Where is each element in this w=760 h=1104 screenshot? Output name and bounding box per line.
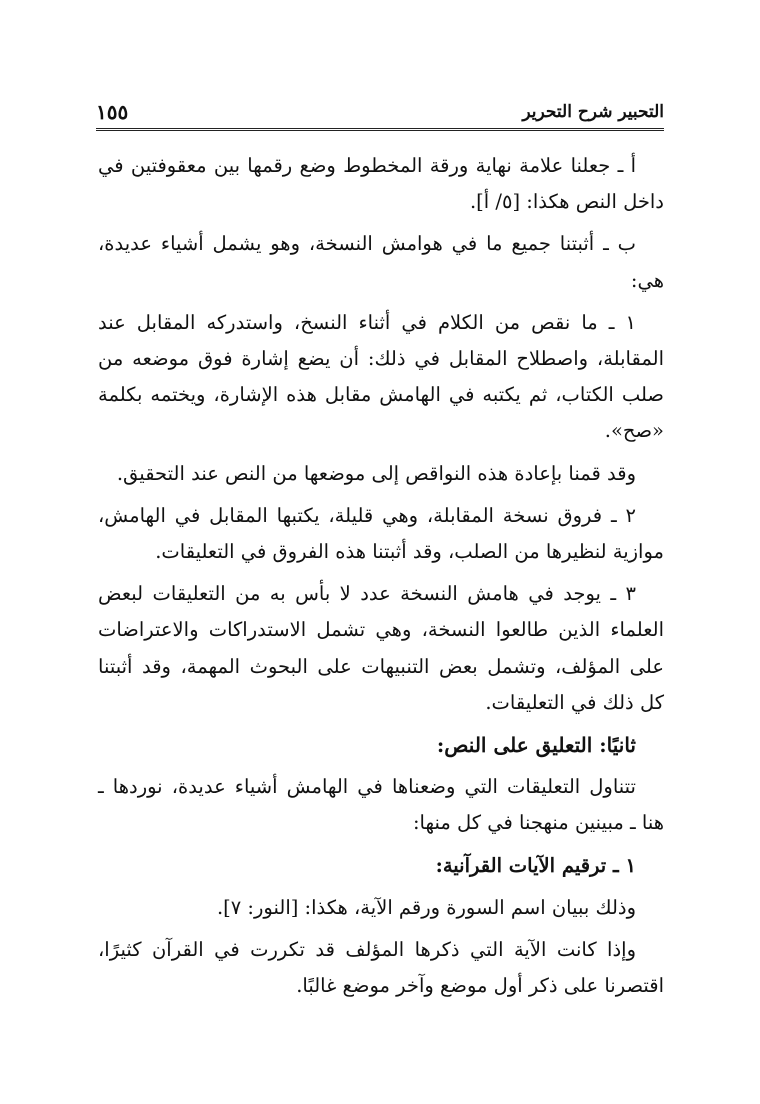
paragraph-note: وقد قمنا بإعادة هذه النواقص إلى موضعها من النص عند التحقيق. [116, 461, 636, 485]
paragraph-item-3: ٣ ـ يوجد في هامش النسخة عدد لا بأس به من التعليقات لبعض العلماء الذين طالعوا النسخة، وهي تشمل الاستدراكات والاعتراضات على المؤلف، وتشمل بعض التنبيهات على البحوث المهمة، وقد أثبتنا كل ذلك في التعليقات. [98, 582, 664, 714]
page-number: ١٥٥ [96, 100, 129, 124]
sub-paragraph-1: وذلك ببيان اسم السورة ورقم الآية، هكذا: [النور: ٧]. [216, 895, 636, 919]
subheading-verse-numbering: ١ ـ ترقيم الآيات القرآنية: [435, 853, 636, 877]
page-body [98, 148, 664, 1004]
paragraph-item-2: ٢ ـ فروق نسخة المقابلة، وهي قليلة، يكتبها المقابل في الهامش، موازية لنظيرها من الصلب، وقد أثبتنا هذه الفروق في التعليقات. [98, 503, 664, 564]
section-heading: ثانيًا: التعليق على النص: [436, 733, 636, 758]
header-rule [96, 128, 664, 131]
page-header [96, 96, 664, 130]
running-title: التحبير شرح التحرير [522, 102, 664, 122]
paragraph-item-1: ١ ـ ما نقص من الكلام في أثناء النسخ، واستدركه المقابل عند المقابلة، واصطلاح المقابل في ذلك: أن يضع إشارة فوق موضعه من صلب الكتاب، ثم يكتبه في الهامش مقابل هذه الإشارة، ويختمه بكلمة «صح». [98, 310, 664, 443]
paragraph-alif: أ ـ جعلنا علامة نهاية ورقة المخطوط وضع رقمها بين معقوفتين في داخل النص هكذا: [٥/ أ]. [98, 154, 664, 214]
paragraph-ba: ب ـ أثبتنا جميع ما في هوامش النسخة، وهو يشمل أشياء عديدة، هي: [98, 232, 664, 292]
section-intro: تتناول التعليقات التي وضعناها في الهامش أشياء عديدة، نوردها ـ هنا ـ مبينين منهجنا في كل منها: [98, 775, 664, 835]
sub-paragraph-2: وإذا كانت الآية التي ذكرها المؤلف قد تكررت في القرآن كثيرًا، اقتصرنا على ذكر أول موضع وآخر موضع غالبًا. [98, 938, 664, 998]
